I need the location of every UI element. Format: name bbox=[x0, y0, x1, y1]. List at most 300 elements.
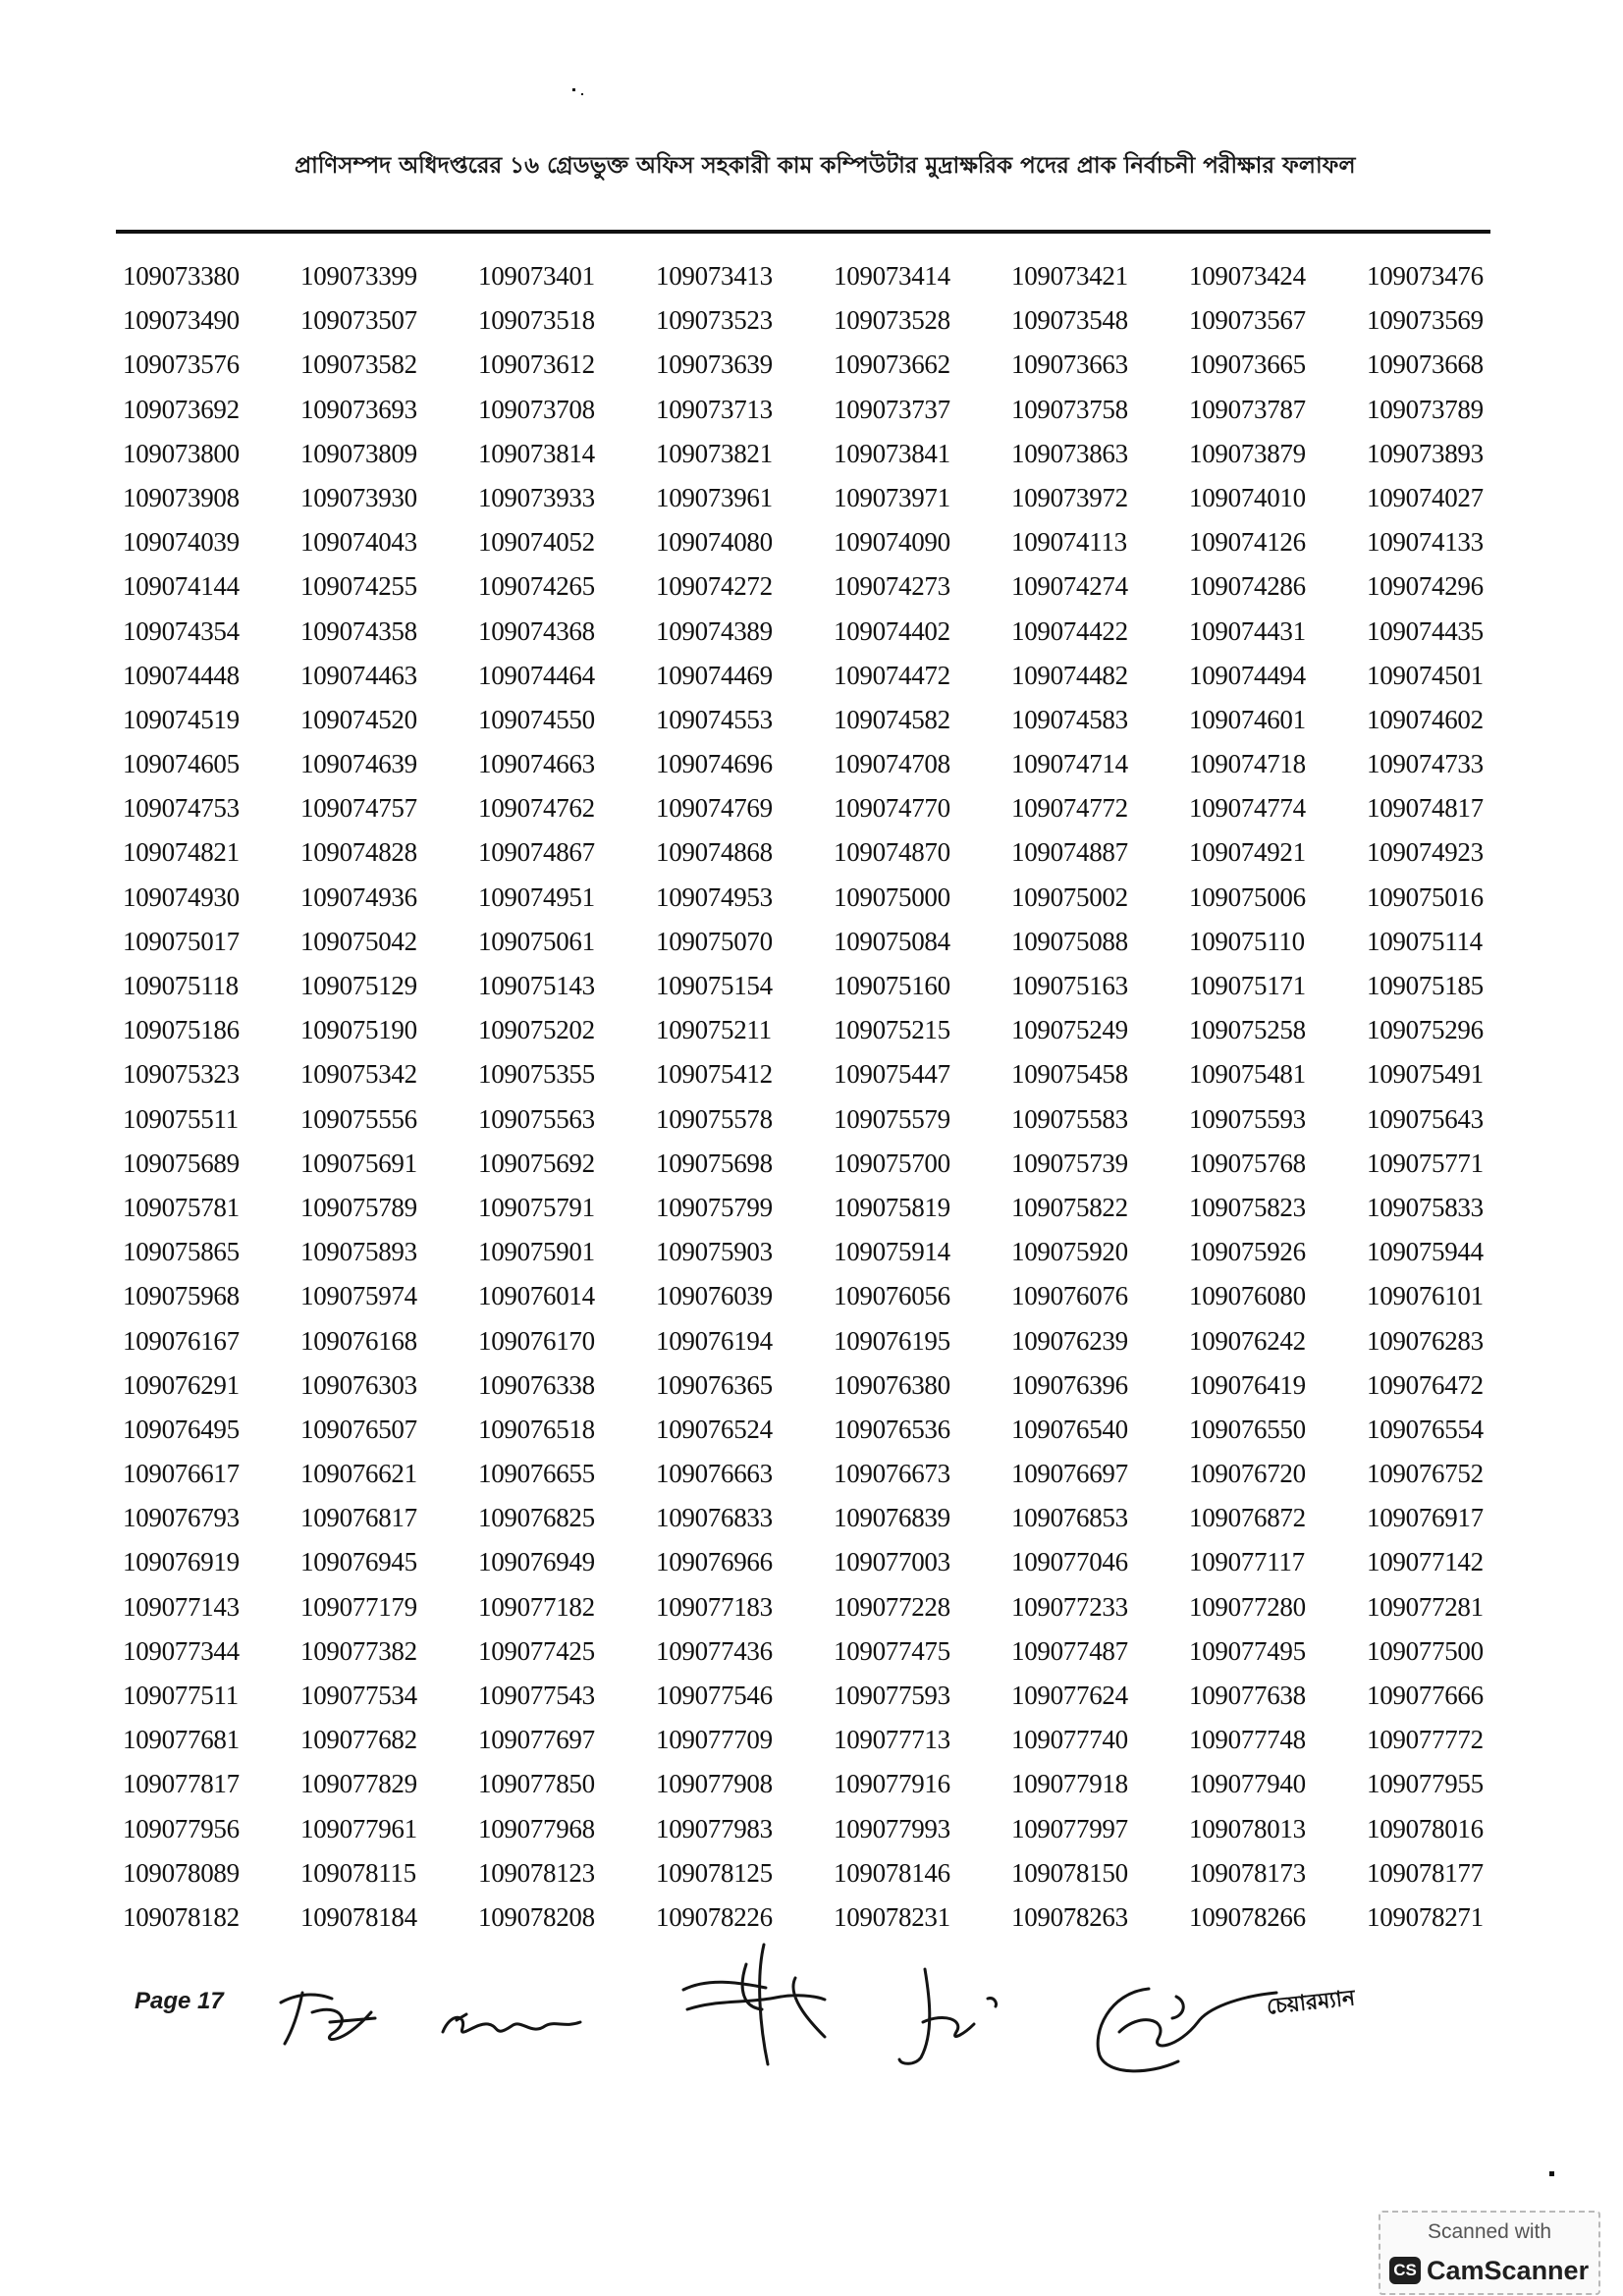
roll-number-cell: 109073576 bbox=[123, 349, 240, 380]
roll-number-cell: 109074126 bbox=[1189, 527, 1306, 558]
roll-number-cell: 109074757 bbox=[300, 793, 417, 824]
roll-number-cell: 109075084 bbox=[834, 926, 950, 956]
roll-number-cell: 109077748 bbox=[1189, 1725, 1306, 1755]
roll-number-cell: 109076524 bbox=[656, 1414, 773, 1444]
roll-number-cell: 109073399 bbox=[300, 261, 417, 291]
roll-number-cell: 109074431 bbox=[1189, 615, 1306, 646]
signature-3 bbox=[677, 1939, 835, 2071]
roll-number-cell: 109075944 bbox=[1367, 1237, 1484, 1267]
roll-number-cell: 109076303 bbox=[300, 1369, 417, 1400]
roll-number-cell: 109078177 bbox=[1367, 1857, 1484, 1888]
roll-number-cell: 109077233 bbox=[1011, 1591, 1128, 1622]
roll-number-cell: 109077117 bbox=[1189, 1547, 1305, 1577]
roll-number-cell: 109073713 bbox=[656, 394, 773, 424]
roll-number-cell: 109076752 bbox=[1367, 1459, 1484, 1489]
roll-number-cell: 109074501 bbox=[1367, 660, 1484, 690]
roll-number-cell: 109077543 bbox=[478, 1681, 595, 1710]
roll-number-cell: 109077425 bbox=[478, 1635, 595, 1666]
roll-number-cell: 109076338 bbox=[478, 1369, 595, 1400]
roll-number-cell: 109075579 bbox=[834, 1103, 950, 1134]
roll-number-cell: 109078016 bbox=[1367, 1813, 1484, 1843]
scan-speck bbox=[572, 88, 575, 91]
roll-number-cell: 109073421 bbox=[1011, 261, 1128, 291]
roll-number-cell: 109078208 bbox=[478, 1901, 595, 1932]
roll-number-cell: 109075296 bbox=[1367, 1015, 1484, 1045]
roll-number-cell: 109073879 bbox=[1189, 438, 1306, 468]
roll-number-cell: 109077344 bbox=[123, 1635, 240, 1666]
roll-number-cell: 109075190 bbox=[300, 1015, 417, 1045]
scan-speck bbox=[1549, 2171, 1554, 2176]
roll-number-cell: 109077280 bbox=[1189, 1591, 1306, 1622]
roll-number-cell: 109073413 bbox=[656, 261, 773, 291]
roll-number-cell: 109073961 bbox=[656, 482, 773, 512]
roll-number-cell: 109077179 bbox=[300, 1591, 417, 1622]
roll-number-cell: 109073662 bbox=[834, 349, 950, 380]
roll-number-cell: 109074930 bbox=[123, 881, 240, 912]
roll-number-cell: 109076673 bbox=[834, 1459, 950, 1489]
roll-number-cell: 109074772 bbox=[1011, 793, 1128, 824]
roll-number-cell: 109073424 bbox=[1189, 261, 1306, 291]
roll-number-cell: 109077697 bbox=[478, 1725, 595, 1755]
roll-number-cell: 109074639 bbox=[300, 749, 417, 779]
roll-number-cell: 109077182 bbox=[478, 1591, 595, 1622]
roll-number-cell: 109076242 bbox=[1189, 1325, 1306, 1356]
roll-number-cell: 109076663 bbox=[656, 1459, 773, 1489]
roll-number-cell: 109078089 bbox=[123, 1857, 240, 1888]
roll-number-cell: 109077593 bbox=[834, 1681, 950, 1710]
roll-number-cell: 109074868 bbox=[656, 837, 773, 868]
roll-number-cell: 109076540 bbox=[1011, 1414, 1128, 1444]
roll-number-cell: 109073737 bbox=[834, 394, 950, 424]
roll-number-cell: 109076793 bbox=[123, 1503, 240, 1533]
roll-number-cell: 109078013 bbox=[1189, 1813, 1306, 1843]
roll-number-cell: 109074354 bbox=[123, 615, 240, 646]
roll-number-cell: 109075342 bbox=[300, 1059, 417, 1090]
roll-number-cell: 109073612 bbox=[478, 349, 595, 380]
roll-number-cell: 109075865 bbox=[123, 1237, 240, 1267]
roll-number-cell: 109075143 bbox=[478, 971, 595, 1000]
roll-number-cell: 109077495 bbox=[1189, 1635, 1306, 1666]
roll-number-cell: 109076550 bbox=[1189, 1414, 1306, 1444]
roll-number-cell: 109075901 bbox=[478, 1237, 595, 1267]
roll-number-cell: 109076872 bbox=[1189, 1503, 1306, 1533]
roll-number-cell: 109075088 bbox=[1011, 926, 1128, 956]
roll-number-cell: 109076380 bbox=[834, 1369, 950, 1400]
roll-number-cell: 109076919 bbox=[123, 1547, 240, 1577]
roll-number-cell: 109075799 bbox=[656, 1192, 773, 1222]
roll-number-cell: 109075447 bbox=[834, 1059, 950, 1090]
roll-number-cell: 109074867 bbox=[478, 837, 595, 868]
roll-number-cell: 109073933 bbox=[478, 482, 595, 512]
roll-number-cell: 109074828 bbox=[300, 837, 417, 868]
roll-number-cell: 109075903 bbox=[656, 1237, 773, 1267]
roll-number-cell: 109073548 bbox=[1011, 305, 1128, 336]
roll-number-cell: 109074817 bbox=[1367, 793, 1484, 824]
roll-number-cell: 109075042 bbox=[300, 926, 417, 956]
roll-number-cell: 109077817 bbox=[123, 1769, 240, 1799]
roll-number-cell: 109074663 bbox=[478, 749, 595, 779]
title-divider bbox=[116, 230, 1490, 234]
roll-number-cell: 109077983 bbox=[656, 1813, 773, 1843]
roll-number-cell: 109078266 bbox=[1189, 1901, 1306, 1932]
roll-number-cell: 109074605 bbox=[123, 749, 240, 779]
roll-number-cell: 109076495 bbox=[123, 1414, 240, 1444]
roll-number-cell: 109073490 bbox=[123, 305, 240, 336]
roll-number-cell: 109077281 bbox=[1367, 1591, 1484, 1622]
roll-number-cell: 109078226 bbox=[656, 1901, 773, 1932]
roll-number-cell: 109075556 bbox=[300, 1103, 417, 1134]
roll-number-cell: 109076817 bbox=[300, 1503, 417, 1533]
roll-number-cell: 109075593 bbox=[1189, 1103, 1306, 1134]
roll-number-cell: 109077961 bbox=[300, 1813, 417, 1843]
roll-number-cell: 109074602 bbox=[1367, 704, 1484, 734]
roll-number-cell: 109077046 bbox=[1011, 1547, 1128, 1577]
roll-number-cell: 109074422 bbox=[1011, 615, 1128, 646]
roll-number-cell: 109075017 bbox=[123, 926, 240, 956]
roll-number-cell: 109076194 bbox=[656, 1325, 773, 1356]
roll-number-cell: 109073809 bbox=[300, 438, 417, 468]
roll-number-cell: 109074402 bbox=[834, 615, 950, 646]
page-number: Page 17 bbox=[135, 1988, 224, 2014]
roll-number-cell: 109073665 bbox=[1189, 349, 1306, 380]
roll-number-cell: 109075215 bbox=[834, 1015, 950, 1045]
roll-number-cell: 109075643 bbox=[1367, 1103, 1484, 1134]
roll-number-cell: 109077624 bbox=[1011, 1681, 1128, 1710]
roll-number-cell: 109076195 bbox=[834, 1325, 950, 1356]
roll-number-cell: 109074708 bbox=[834, 749, 950, 779]
roll-number-cell: 109078182 bbox=[123, 1901, 240, 1932]
roll-number-cell: 109076554 bbox=[1367, 1414, 1484, 1444]
roll-number-cell: 109074039 bbox=[123, 527, 240, 558]
roll-number-cell: 109077681 bbox=[123, 1725, 240, 1755]
roll-number-cell: 109077475 bbox=[834, 1635, 950, 1666]
roll-number-cell: 109075768 bbox=[1189, 1148, 1306, 1178]
roll-number-cell: 109074052 bbox=[478, 527, 595, 558]
roll-number-cell: 109074714 bbox=[1011, 749, 1128, 779]
roll-number-cell: 109073528 bbox=[834, 305, 950, 336]
roll-number-cell: 109075323 bbox=[123, 1059, 240, 1090]
roll-number-cell: 109074463 bbox=[300, 660, 417, 690]
roll-number-cell: 109075006 bbox=[1189, 881, 1306, 912]
roll-number-cell: 109075700 bbox=[834, 1148, 950, 1178]
roll-number-cell: 109073582 bbox=[300, 349, 417, 380]
roll-number-cell: 109073841 bbox=[834, 438, 950, 468]
roll-number-cell: 109077228 bbox=[834, 1591, 950, 1622]
roll-number-cell: 109074733 bbox=[1367, 749, 1484, 779]
roll-number-cell: 109074870 bbox=[834, 837, 950, 868]
roll-number-cell: 109075791 bbox=[478, 1192, 595, 1222]
roll-number-cell: 109077829 bbox=[300, 1769, 417, 1799]
roll-number-cell: 109075823 bbox=[1189, 1192, 1306, 1222]
roll-number-cell: 109075822 bbox=[1011, 1192, 1128, 1222]
roll-number-cell: 109074482 bbox=[1011, 660, 1128, 690]
roll-number-cell: 109075739 bbox=[1011, 1148, 1128, 1178]
roll-number-cell: 109074273 bbox=[834, 571, 950, 602]
roll-number-cell: 109075583 bbox=[1011, 1103, 1128, 1134]
roll-number-cell: 109074921 bbox=[1189, 837, 1306, 868]
roll-number-cell: 109077382 bbox=[300, 1635, 417, 1666]
roll-number-cell: 109076283 bbox=[1367, 1325, 1484, 1356]
watermark-caption: Scanned with bbox=[1427, 2220, 1552, 2243]
roll-number-cell: 109075186 bbox=[123, 1015, 240, 1045]
roll-number-cell: 109077638 bbox=[1189, 1681, 1306, 1710]
signature-1 bbox=[273, 1983, 381, 2052]
roll-number-cell: 109073787 bbox=[1189, 394, 1306, 424]
roll-number-cell: 109076917 bbox=[1367, 1503, 1484, 1533]
roll-number-cell: 109073668 bbox=[1367, 349, 1484, 380]
roll-number-cell: 109073971 bbox=[834, 482, 950, 512]
roll-number-cell: 109075118 bbox=[123, 971, 239, 1000]
roll-number-cell: 109077511 bbox=[123, 1681, 239, 1710]
roll-number-cell: 109075249 bbox=[1011, 1015, 1128, 1045]
roll-number-cell: 109077918 bbox=[1011, 1769, 1128, 1799]
roll-number-cell: 109076536 bbox=[834, 1414, 950, 1444]
roll-number-cell: 109076945 bbox=[300, 1547, 417, 1577]
roll-number-cell: 109077142 bbox=[1367, 1547, 1484, 1577]
roll-number-cell: 109078173 bbox=[1189, 1857, 1306, 1888]
roll-number-cell: 109076825 bbox=[478, 1503, 595, 1533]
roll-number-cell: 109073692 bbox=[123, 394, 240, 424]
roll-number-cell: 109077500 bbox=[1367, 1635, 1484, 1666]
roll-number-cell: 109075211 bbox=[656, 1015, 772, 1045]
roll-number-cell: 109073569 bbox=[1367, 305, 1484, 336]
roll-number-cell: 109077487 bbox=[1011, 1635, 1128, 1666]
roll-number-cell: 109076014 bbox=[478, 1281, 595, 1311]
roll-number-cell: 109076056 bbox=[834, 1281, 950, 1311]
roll-number-cell: 109074296 bbox=[1367, 571, 1484, 602]
roll-number-cell: 109075833 bbox=[1367, 1192, 1484, 1222]
roll-number-cell: 109076949 bbox=[478, 1547, 595, 1577]
roll-number-cell: 109073663 bbox=[1011, 349, 1128, 380]
roll-number-cell: 109074272 bbox=[656, 571, 773, 602]
chairman-label: চেয়ারম্যান bbox=[1265, 1986, 1357, 2020]
roll-number-cell: 109074718 bbox=[1189, 749, 1306, 779]
roll-number-cell: 109077850 bbox=[478, 1769, 595, 1799]
roll-number-cell: 109073800 bbox=[123, 438, 240, 468]
roll-number-cell: 109075926 bbox=[1189, 1237, 1306, 1267]
roll-number-cell: 109075110 bbox=[1189, 926, 1305, 956]
roll-number-cell: 109075691 bbox=[300, 1148, 417, 1178]
roll-number-cell: 109075563 bbox=[478, 1103, 595, 1134]
roll-number-cell: 109076966 bbox=[656, 1547, 773, 1577]
roll-number-cell: 109076101 bbox=[1367, 1281, 1484, 1311]
roll-number-cell: 109076365 bbox=[656, 1369, 773, 1400]
roll-number-cell: 109077143 bbox=[123, 1591, 240, 1622]
roll-number-cell: 109075692 bbox=[478, 1148, 595, 1178]
roll-number-cell: 109074274 bbox=[1011, 571, 1128, 602]
roll-number-cell: 109076080 bbox=[1189, 1281, 1306, 1311]
roll-number-cell: 109074951 bbox=[478, 881, 595, 912]
roll-number-cell: 109075002 bbox=[1011, 881, 1128, 912]
roll-number-cell: 109075114 bbox=[1367, 926, 1483, 956]
roll-number-cell: 109077997 bbox=[1011, 1813, 1128, 1843]
roll-number-cell: 109076076 bbox=[1011, 1281, 1128, 1311]
roll-number-cell: 109073972 bbox=[1011, 482, 1128, 512]
roll-number-cell: 109076833 bbox=[656, 1503, 773, 1533]
roll-number-cell: 109074519 bbox=[123, 704, 240, 734]
roll-number-cell: 109074469 bbox=[656, 660, 773, 690]
roll-number-cell: 109074265 bbox=[478, 571, 595, 602]
roll-number-cell: 109073821 bbox=[656, 438, 773, 468]
roll-number-cell: 109075154 bbox=[656, 971, 773, 1000]
roll-number-cell: 109074583 bbox=[1011, 704, 1128, 734]
roll-number-cell: 109077968 bbox=[478, 1813, 595, 1843]
roll-number-cell: 109075185 bbox=[1367, 971, 1484, 1000]
roll-number-cell: 109075789 bbox=[300, 1192, 417, 1222]
roll-number-cell: 109073863 bbox=[1011, 438, 1128, 468]
camscanner-logo-icon: CS bbox=[1389, 2257, 1421, 2284]
roll-number-cell: 109074923 bbox=[1367, 837, 1484, 868]
roll-number-cell: 109078123 bbox=[478, 1857, 595, 1888]
roll-number-cell: 109075491 bbox=[1367, 1059, 1484, 1090]
roll-number-cell: 109074133 bbox=[1367, 527, 1484, 558]
roll-number-cell: 109077003 bbox=[834, 1547, 950, 1577]
roll-number-cell: 109073567 bbox=[1189, 305, 1306, 336]
roll-number-cell: 109075689 bbox=[123, 1148, 240, 1178]
roll-number-cell: 109075974 bbox=[300, 1281, 417, 1311]
roll-number-cell: 109074368 bbox=[478, 615, 595, 646]
roll-number-cell: 109075129 bbox=[300, 971, 417, 1000]
roll-number-cell: 109073401 bbox=[478, 261, 595, 291]
roll-number-cell: 109076839 bbox=[834, 1503, 950, 1533]
roll-number-cell: 109075163 bbox=[1011, 971, 1128, 1000]
scan-speck bbox=[581, 93, 583, 95]
roll-number-cell: 109074887 bbox=[1011, 837, 1128, 868]
roll-number-cell: 109074389 bbox=[656, 615, 773, 646]
roll-number-cell: 109076167 bbox=[123, 1325, 240, 1356]
roll-number-cell: 109075771 bbox=[1367, 1148, 1484, 1178]
roll-number-cell: 109073814 bbox=[478, 438, 595, 468]
roll-number-cell: 109075578 bbox=[656, 1103, 773, 1134]
roll-number-cell: 109073893 bbox=[1367, 438, 1484, 468]
roll-number-cell: 109074090 bbox=[834, 527, 950, 558]
roll-number-cell: 109077956 bbox=[123, 1813, 240, 1843]
roll-number-cell: 109076697 bbox=[1011, 1459, 1128, 1489]
roll-number-cell: 109073789 bbox=[1367, 394, 1484, 424]
roll-number-cell: 109074601 bbox=[1189, 704, 1306, 734]
roll-number-cell: 109073523 bbox=[656, 305, 773, 336]
roll-number-cell: 109073639 bbox=[656, 349, 773, 380]
roll-number-cell: 109074080 bbox=[656, 527, 773, 558]
roll-number-cell: 109074010 bbox=[1189, 482, 1306, 512]
signature-5 bbox=[1090, 1973, 1286, 2081]
roll-number-cell: 109074144 bbox=[123, 571, 240, 602]
results-grid bbox=[123, 257, 1517, 1943]
roll-number-cell: 109075819 bbox=[834, 1192, 950, 1222]
roll-number-cell: 109076396 bbox=[1011, 1369, 1128, 1400]
roll-number-cell: 109078150 bbox=[1011, 1857, 1128, 1888]
roll-number-cell: 109076507 bbox=[300, 1414, 417, 1444]
roll-number-cell: 109074936 bbox=[300, 881, 417, 912]
roll-number-cell: 109075511 bbox=[123, 1103, 239, 1134]
roll-number-cell: 109074448 bbox=[123, 660, 240, 690]
roll-number-cell: 109076853 bbox=[1011, 1503, 1128, 1533]
roll-number-cell: 109074358 bbox=[300, 615, 417, 646]
roll-number-cell: 109075061 bbox=[478, 926, 595, 956]
roll-number-cell: 109075458 bbox=[1011, 1059, 1128, 1090]
roll-number-cell: 109077740 bbox=[1011, 1725, 1128, 1755]
roll-number-cell: 109078125 bbox=[656, 1857, 773, 1888]
roll-number-cell: 109074550 bbox=[478, 704, 595, 734]
roll-number-cell: 109074043 bbox=[300, 527, 417, 558]
roll-number-cell: 109076621 bbox=[300, 1459, 417, 1489]
roll-number-cell: 109075171 bbox=[1189, 971, 1306, 1000]
roll-number-cell: 109076170 bbox=[478, 1325, 595, 1356]
roll-number-cell: 109073380 bbox=[123, 261, 240, 291]
roll-number-cell: 109074774 bbox=[1189, 793, 1306, 824]
roll-number-cell: 109076518 bbox=[478, 1414, 595, 1444]
watermark-brand: CamScanner bbox=[1427, 2256, 1590, 2285]
signature-2 bbox=[437, 1993, 584, 2052]
page-title: প্রাণিসম্পদ অধিদপ্তরের ১৬ গ্রেডভুক্ত অফিস সহকারী কাম কম্পিউটার মুদ্রাক্ষরিক পদের প্রাক নির্বাচনী পরীক্ষার ফলাফল bbox=[295, 153, 1356, 179]
roll-number-cell: 109076419 bbox=[1189, 1369, 1306, 1400]
roll-number-cell: 109078146 bbox=[834, 1857, 950, 1888]
roll-number-cell: 109073518 bbox=[478, 305, 595, 336]
roll-number-cell: 109074696 bbox=[656, 749, 773, 779]
roll-number-cell: 109077713 bbox=[834, 1725, 950, 1755]
camscanner-watermark bbox=[1379, 2211, 1600, 2295]
roll-number-cell: 109074113 bbox=[1011, 527, 1127, 558]
roll-number-cell: 109074769 bbox=[656, 793, 773, 824]
roll-number-cell: 109077709 bbox=[656, 1725, 773, 1755]
roll-number-cell: 109077940 bbox=[1189, 1769, 1306, 1799]
roll-number-cell: 109074286 bbox=[1189, 571, 1306, 602]
roll-number-cell: 109074770 bbox=[834, 793, 950, 824]
roll-number-cell: 109075920 bbox=[1011, 1237, 1128, 1267]
roll-number-cell: 109075000 bbox=[834, 881, 950, 912]
roll-number-cell: 109076239 bbox=[1011, 1325, 1128, 1356]
roll-number-cell: 109073930 bbox=[300, 482, 417, 512]
roll-number-cell: 109075914 bbox=[834, 1237, 950, 1267]
roll-number-cell: 109075202 bbox=[478, 1015, 595, 1045]
roll-number-cell: 109074494 bbox=[1189, 660, 1306, 690]
roll-number-cell: 109077955 bbox=[1367, 1769, 1484, 1799]
roll-number-cell: 109075258 bbox=[1189, 1015, 1306, 1045]
roll-number-cell: 109077682 bbox=[300, 1725, 417, 1755]
roll-number-cell: 109073476 bbox=[1367, 261, 1484, 291]
roll-number-cell: 109074435 bbox=[1367, 615, 1484, 646]
roll-number-cell: 109078271 bbox=[1367, 1901, 1484, 1932]
roll-number-cell: 109078184 bbox=[300, 1901, 417, 1932]
roll-number-cell: 109077436 bbox=[656, 1635, 773, 1666]
roll-number-cell: 109076655 bbox=[478, 1459, 595, 1489]
signature-4 bbox=[895, 1963, 1013, 2071]
roll-number-cell: 109077534 bbox=[300, 1681, 417, 1710]
roll-number-cell: 109077183 bbox=[656, 1591, 773, 1622]
roll-number-cell: 109073693 bbox=[300, 394, 417, 424]
roll-number-cell: 109078231 bbox=[834, 1901, 950, 1932]
roll-number-cell: 109075698 bbox=[656, 1148, 773, 1178]
roll-number-cell: 109075412 bbox=[656, 1059, 773, 1090]
roll-number-cell: 109075968 bbox=[123, 1281, 240, 1311]
roll-number-cell: 109074255 bbox=[300, 571, 417, 602]
roll-number-cell: 109076168 bbox=[300, 1325, 417, 1356]
roll-number-cell: 109076617 bbox=[123, 1459, 240, 1489]
roll-number-cell: 109075893 bbox=[300, 1237, 417, 1267]
roll-number-cell: 109077993 bbox=[834, 1813, 950, 1843]
roll-number-cell: 109077546 bbox=[656, 1681, 773, 1710]
roll-number-cell: 109073908 bbox=[123, 482, 240, 512]
roll-number-cell: 109075355 bbox=[478, 1059, 595, 1090]
roll-number-cell: 109073708 bbox=[478, 394, 595, 424]
roll-number-cell: 109076472 bbox=[1367, 1369, 1484, 1400]
roll-number-cell: 109074464 bbox=[478, 660, 595, 690]
roll-number-cell: 109076039 bbox=[656, 1281, 773, 1311]
roll-number-cell: 109074953 bbox=[656, 881, 773, 912]
roll-number-cell: 109077666 bbox=[1367, 1681, 1484, 1710]
roll-number-cell: 109073758 bbox=[1011, 394, 1128, 424]
roll-number-cell: 109078115 bbox=[300, 1857, 416, 1888]
